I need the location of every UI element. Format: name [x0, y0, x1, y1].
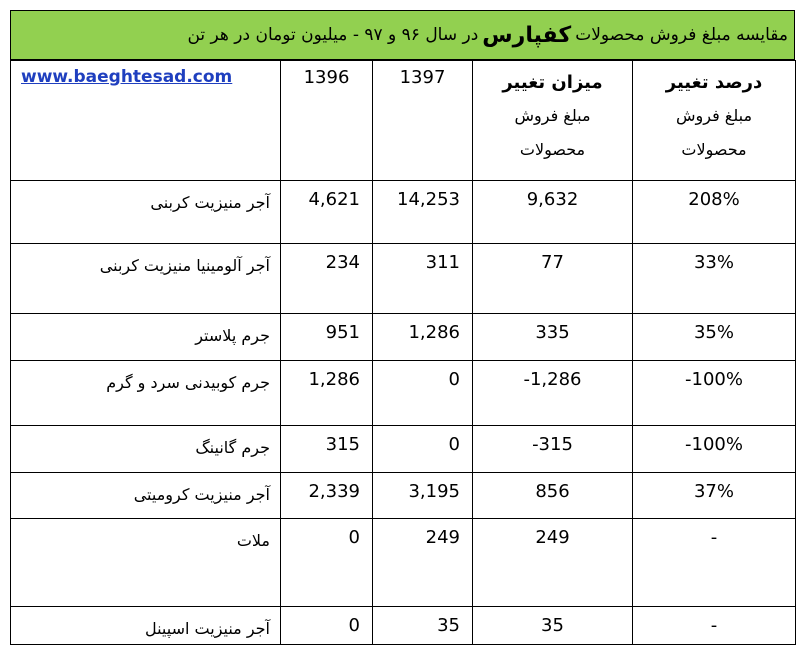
value-1396: 0	[281, 519, 373, 607]
product-name: ملات	[11, 519, 281, 607]
product-name: آجر منیزیت کرومیتی	[11, 473, 281, 519]
percent-header-title: درصد تغییر	[665, 72, 763, 93]
title-text-before: مقایسه مبلغ فروش محصولات	[575, 25, 788, 45]
product-name: آجر منیزیت کربنی	[11, 181, 281, 244]
value-1397: 249	[373, 519, 473, 607]
percent-value: -	[633, 519, 796, 607]
product-name: آجر منیزیت اسپینل	[11, 607, 281, 645]
value-1396: 1,286	[281, 361, 373, 426]
table-row	[11, 519, 796, 607]
change-value: 856	[473, 473, 633, 519]
value-1396: 234	[281, 244, 373, 314]
title-brand: کفپارس	[482, 22, 572, 48]
header-1396-cell	[281, 61, 373, 181]
product-name: جرم گانینگ	[11, 426, 281, 473]
change-header-sub2: محصولات	[519, 140, 586, 159]
value-1397: 0	[373, 361, 473, 426]
value-1397: 1,286	[373, 314, 473, 361]
value-1396: 4,621	[281, 181, 373, 244]
change-value: 35	[473, 607, 633, 645]
header-row	[11, 61, 796, 181]
change-value: -1,286	[473, 361, 633, 426]
product-name: جرم پلاستر	[11, 314, 281, 361]
value-1396: 315	[281, 426, 373, 473]
table-row	[11, 244, 796, 314]
website-link[interactable]: www.baeghtesad.com	[21, 67, 233, 87]
percent-header-sub2: محصولات	[681, 140, 747, 159]
percent-value: 208%	[633, 181, 796, 244]
header-change-cell	[473, 61, 633, 181]
value-1397: 0	[373, 426, 473, 473]
percent-header-sub1: مبلغ فروش	[675, 106, 753, 125]
year-1396-label: 1396	[303, 67, 350, 88]
header-percent-cell	[633, 61, 796, 181]
value-1396: 0	[281, 607, 373, 645]
table-row	[11, 473, 796, 519]
table-row	[11, 181, 796, 244]
value-1397: 35	[373, 607, 473, 645]
header-website-cell	[11, 61, 281, 181]
change-value: 335	[473, 314, 633, 361]
table-row	[11, 314, 796, 361]
value-1397: 14,253	[373, 181, 473, 244]
percent-value: -	[633, 607, 796, 645]
title-text-after: در سال ۹۶ و ۹۷ - میلیون تومان در هر تن	[187, 25, 479, 45]
percent-value: -100%	[633, 361, 796, 426]
value-1397: 3,195	[373, 473, 473, 519]
value-1397: 311	[373, 244, 473, 314]
table-row	[11, 426, 796, 473]
year-1397-label: 1397	[399, 67, 446, 88]
header-1397-cell	[373, 61, 473, 181]
product-name: آجر آلومینیا منیزیت کربنی	[11, 244, 281, 314]
value-1396: 951	[281, 314, 373, 361]
percent-value: 37%	[633, 473, 796, 519]
change-header-sub1: مبلغ فروش	[514, 106, 591, 125]
table-title	[10, 10, 795, 60]
percent-value: 33%	[633, 244, 796, 314]
value-1396: 2,339	[281, 473, 373, 519]
product-name: جرم کوبیدنی سرد و گرم	[11, 361, 281, 426]
change-value: 249	[473, 519, 633, 607]
sales-comparison-table	[10, 10, 795, 645]
change-value: -315	[473, 426, 633, 473]
table-row	[11, 361, 796, 426]
change-value: 77	[473, 244, 633, 314]
percent-value: 35%	[633, 314, 796, 361]
change-header-title: میزان تغییر	[502, 72, 603, 93]
percent-value: -100%	[633, 426, 796, 473]
data-table	[10, 60, 796, 645]
table-row	[11, 607, 796, 645]
change-value: 9,632	[473, 181, 633, 244]
